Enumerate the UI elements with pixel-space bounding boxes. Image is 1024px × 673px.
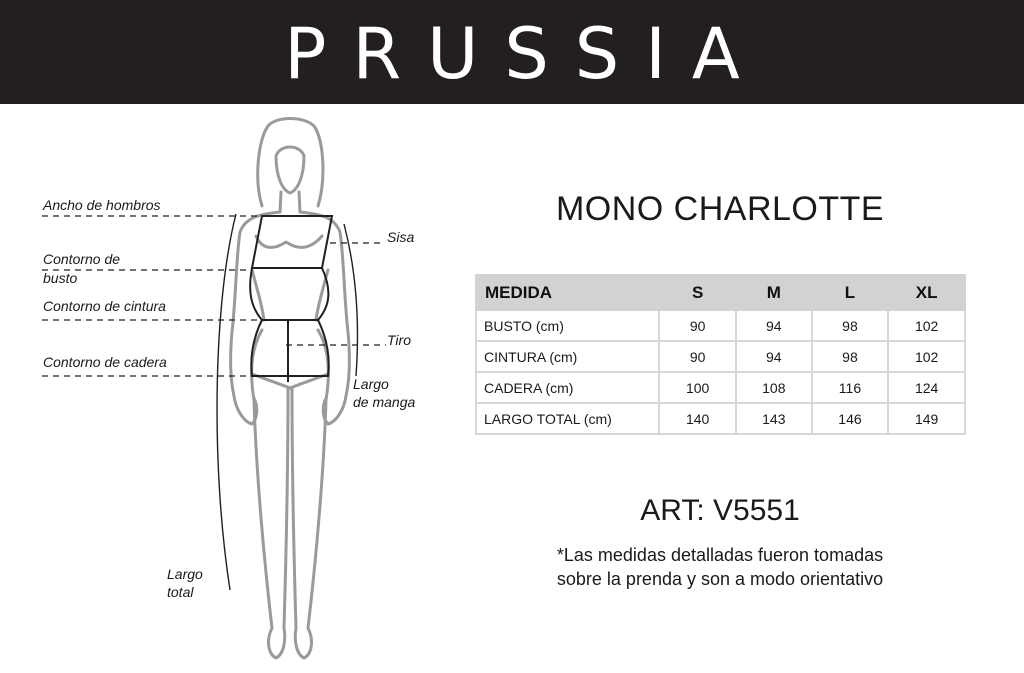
label-contorno-cadera: Contorno de cadera [43,354,167,370]
label-contorno-busto-2: busto [43,270,78,286]
table-cell: 100 [659,372,736,403]
label-sisa: Sisa [387,229,415,245]
header-size-l: L [812,275,889,310]
label-largo-total-1: Largo [167,566,203,582]
label-largo-manga-1: Largo [353,376,389,392]
label-contorno-cintura: Contorno de cintura [43,298,166,314]
table-row [476,310,965,341]
row-label-cintura: CINTURA (cm) [476,341,659,372]
label-largo-total-2: total [167,584,194,600]
header-size-xl: XL [888,275,965,310]
table-row [476,403,965,434]
table-cell: 94 [736,341,812,372]
size-table [475,274,966,435]
header-size-m: M [736,275,812,310]
brand-logo: PRUSSIA [284,13,766,95]
row-label-busto: BUSTO (cm) [476,310,659,341]
product-title: MONO CHARLOTTE [555,190,885,228]
body-figure-diagram [0,104,480,673]
table-row [476,341,965,372]
table-cell: 143 [736,403,812,434]
label-tiro: Tiro [387,332,411,348]
row-label-largo-total: LARGO TOTAL (cm) [476,403,659,434]
table-cell: 94 [736,310,812,341]
table-row [476,372,965,403]
table-cell: 98 [812,341,889,372]
table-cell: 98 [812,310,889,341]
body-silhouette [231,119,350,659]
table-cell: 90 [659,310,736,341]
note-line-1: *Las medidas detalladas fueron tomadas [556,545,884,565]
row-label-cadera: CADERA (cm) [476,372,659,403]
table-cell: 124 [888,372,965,403]
article-code: ART: V5551 [640,494,800,527]
brand-header [0,0,1024,104]
table-header-row [476,275,965,310]
table-cell: 102 [888,341,965,372]
label-largo-manga-2: de manga [353,394,416,410]
header-size-s: S [659,275,736,310]
note-line-2: sobre la prenda y son a modo orientativo [556,569,884,589]
table-cell: 108 [736,372,812,403]
measurement-guides [42,216,386,376]
table-cell: 140 [659,403,736,434]
table-cell: 149 [888,403,965,434]
header-medida: MEDIDA [476,275,659,310]
table-cell: 146 [812,403,889,434]
table-cell: 102 [888,310,965,341]
table-cell: 90 [659,341,736,372]
table-cell: 116 [812,372,889,403]
label-contorno-busto-1: Contorno de [43,251,121,267]
label-ancho-hombros: Ancho de hombros [43,197,161,213]
measurement-note [480,543,960,591]
